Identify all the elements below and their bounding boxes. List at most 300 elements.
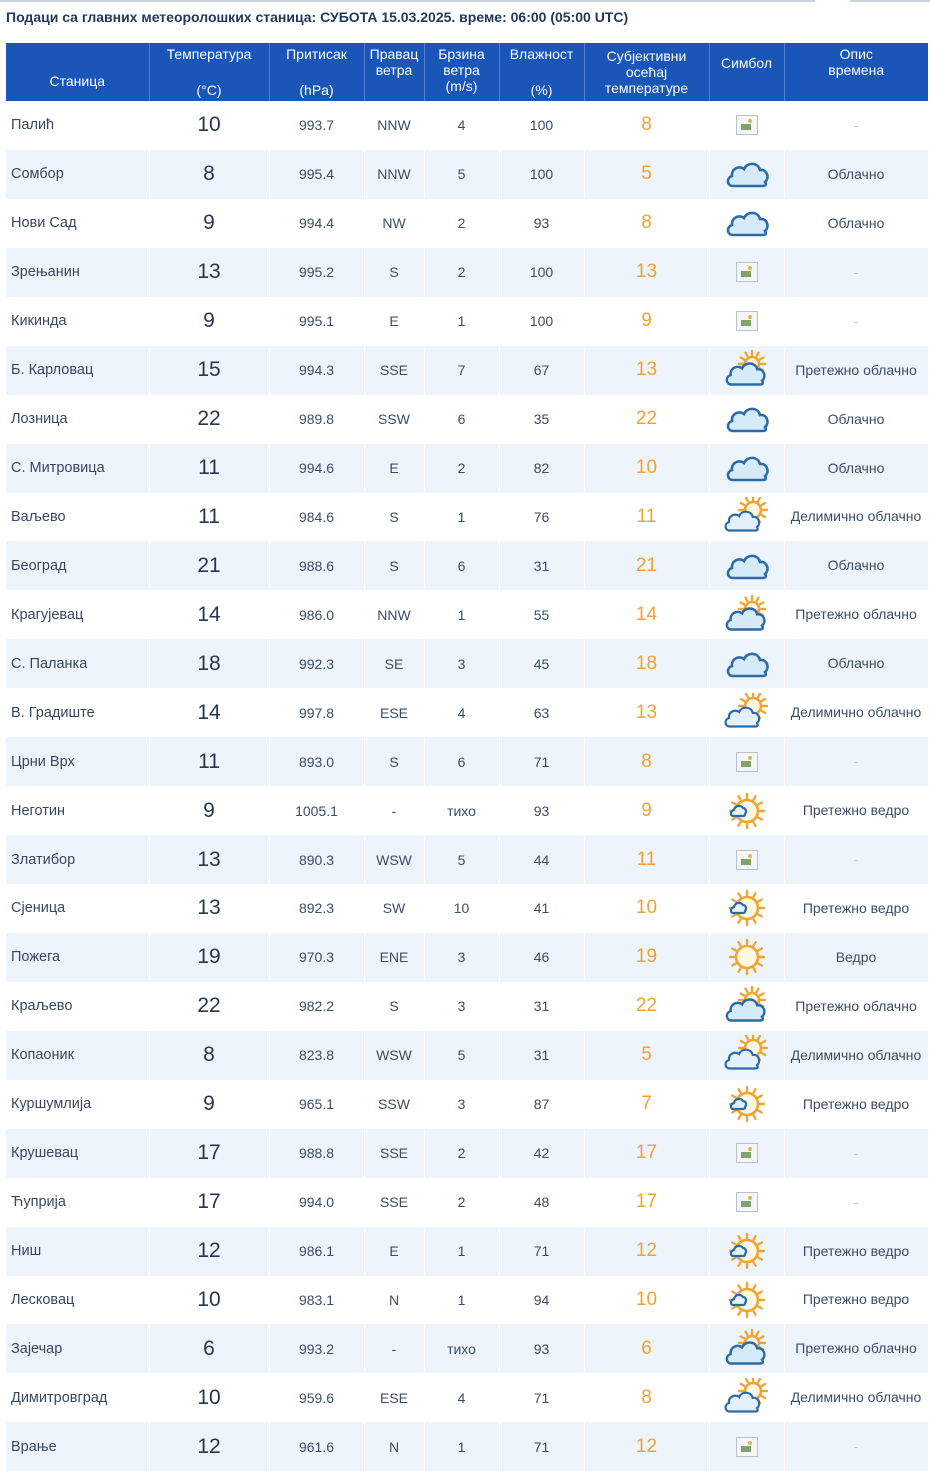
feels-like-cell: 8 <box>584 737 709 786</box>
symbol-cell <box>709 835 784 884</box>
symbol-cell <box>709 101 784 150</box>
wind-speed-cell: 2 <box>424 248 499 297</box>
description-cell: - <box>784 248 928 297</box>
table-row <box>6 1031 928 1080</box>
table-row <box>6 639 928 688</box>
temperature-cell: 12 <box>149 1422 269 1471</box>
humidity-cell: 55 <box>499 590 584 639</box>
wind-direction-cell: SSE <box>364 346 424 395</box>
pressure-cell: 986.1 <box>269 1227 364 1276</box>
pressure-cell: 893.0 <box>269 737 364 786</box>
symbol-cell <box>709 688 784 737</box>
mostly-sunny-icon <box>724 888 770 928</box>
humidity-cell: 67 <box>499 346 584 395</box>
station-cell: С. Митровица <box>6 444 149 493</box>
description-cell: Претежно ведро <box>784 1227 928 1276</box>
station-cell: Београд <box>6 541 149 590</box>
cloud-icon <box>724 448 770 488</box>
humidity-cell: 93 <box>499 786 584 835</box>
temperature-cell: 8 <box>149 1031 269 1080</box>
temperature-cell: 9 <box>149 1080 269 1129</box>
pressure-cell: 995.2 <box>269 248 364 297</box>
station-cell: Ваљево <box>6 493 149 542</box>
symbol-cell <box>709 1227 784 1276</box>
wind-speed-cell: 6 <box>424 737 499 786</box>
station-cell: Златибор <box>6 835 149 884</box>
temperature-cell: 15 <box>149 346 269 395</box>
wind-speed-cell: 1 <box>424 493 499 542</box>
temperature-cell: 13 <box>149 884 269 933</box>
wind-speed-cell: тихо <box>424 1324 499 1373</box>
humidity-cell: 76 <box>499 493 584 542</box>
description-cell: Претежно ведро <box>784 884 928 933</box>
table-row <box>6 248 928 297</box>
broken-image-icon <box>736 1192 758 1212</box>
table-row <box>6 297 928 346</box>
pressure-cell: 994.0 <box>269 1178 364 1227</box>
wind-direction-cell: NNW <box>364 590 424 639</box>
cloud-icon <box>724 399 770 439</box>
description-cell: Делимично облачно <box>784 1373 928 1422</box>
wind-speed-cell: 2 <box>424 444 499 493</box>
pressure-cell: 993.2 <box>269 1324 364 1373</box>
symbol-cell <box>709 590 784 639</box>
symbol-cell <box>709 248 784 297</box>
wind-speed-cell: 7 <box>424 346 499 395</box>
table-row <box>6 199 928 248</box>
description-cell: Претежно облачно <box>784 1324 928 1373</box>
symbol-cell <box>709 493 784 542</box>
feels-like-cell: 22 <box>584 982 709 1031</box>
table-row <box>6 835 928 884</box>
feels-like-cell: 12 <box>584 1227 709 1276</box>
table-row <box>6 1129 928 1178</box>
symbol-cell <box>709 1129 784 1178</box>
header-temperature: Температура (°C) <box>149 43 269 101</box>
table-row <box>6 933 928 982</box>
description-cell: Облачно <box>784 444 928 493</box>
feels-like-cell: 5 <box>584 1031 709 1080</box>
temperature-cell: 12 <box>149 1227 269 1276</box>
pressure-cell: 823.8 <box>269 1031 364 1080</box>
humidity-cell: 31 <box>499 541 584 590</box>
humidity-cell: 100 <box>499 101 584 150</box>
station-cell: Пожега <box>6 933 149 982</box>
wind-speed-cell: 1 <box>424 297 499 346</box>
wind-direction-cell: N <box>364 1422 424 1471</box>
wind-speed-cell: 2 <box>424 1129 499 1178</box>
table-row <box>6 786 928 835</box>
humidity-cell: 100 <box>499 150 584 199</box>
top-divider-right <box>850 0 930 2</box>
feels-like-cell: 21 <box>584 541 709 590</box>
symbol-cell <box>709 346 784 395</box>
cloud-icon <box>724 203 770 243</box>
station-cell: Неготин <box>6 786 149 835</box>
wind-speed-cell: 5 <box>424 835 499 884</box>
partly-cloudy-icon <box>724 497 770 537</box>
wind-speed-cell: 10 <box>424 884 499 933</box>
table-row <box>6 1276 928 1325</box>
temperature-cell: 9 <box>149 297 269 346</box>
symbol-cell <box>709 395 784 444</box>
wind-direction-cell: WSW <box>364 1031 424 1080</box>
feels-like-cell: 11 <box>584 835 709 884</box>
station-cell: Лозница <box>6 395 149 444</box>
wind-direction-cell: WSW <box>364 835 424 884</box>
feels-like-cell: 10 <box>584 1276 709 1325</box>
humidity-cell: 63 <box>499 688 584 737</box>
wind-speed-cell: 1 <box>424 1276 499 1325</box>
wind-speed-cell: 1 <box>424 590 499 639</box>
partly-cloudy-icon <box>724 693 770 733</box>
description-cell: Претежно ведро <box>784 1080 928 1129</box>
feels-like-cell: 22 <box>584 395 709 444</box>
station-cell: Црни Врх <box>6 737 149 786</box>
sun-icon <box>724 937 770 977</box>
description-cell: - <box>784 297 928 346</box>
temperature-cell: 10 <box>149 1276 269 1325</box>
feels-like-cell: 8 <box>584 1373 709 1422</box>
pressure-cell: 997.8 <box>269 688 364 737</box>
pressure-cell: 965.1 <box>269 1080 364 1129</box>
broken-image-icon <box>736 115 758 135</box>
table-row <box>6 737 928 786</box>
wind-direction-cell: ESE <box>364 688 424 737</box>
wind-direction-cell: SSW <box>364 395 424 444</box>
pressure-cell: 994.3 <box>269 346 364 395</box>
symbol-cell <box>709 1373 784 1422</box>
wind-speed-cell: 3 <box>424 639 499 688</box>
table-row <box>6 884 928 933</box>
wind-speed-cell: тихо <box>424 786 499 835</box>
description-cell: - <box>784 101 928 150</box>
station-cell: Куршумлија <box>6 1080 149 1129</box>
humidity-cell: 82 <box>499 444 584 493</box>
wind-direction-cell: NNW <box>364 101 424 150</box>
wind-direction-cell: S <box>364 541 424 590</box>
humidity-cell: 44 <box>499 835 584 884</box>
temperature-cell: 14 <box>149 688 269 737</box>
station-cell: С. Паланка <box>6 639 149 688</box>
symbol-cell <box>709 1031 784 1080</box>
symbol-cell <box>709 444 784 493</box>
header-description: Опис времена <box>784 43 928 101</box>
table-row <box>6 982 928 1031</box>
humidity-cell: 45 <box>499 639 584 688</box>
wind-direction-cell: ESE <box>364 1373 424 1422</box>
temperature-cell: 11 <box>149 493 269 542</box>
station-cell: Врање <box>6 1422 149 1471</box>
wind-direction-cell: E <box>364 297 424 346</box>
humidity-cell: 71 <box>499 1422 584 1471</box>
partly-cloudy-icon <box>724 1378 770 1418</box>
description-cell: - <box>784 1422 928 1471</box>
wind-direction-cell: N <box>364 1276 424 1325</box>
wind-speed-cell: 3 <box>424 1080 499 1129</box>
symbol-cell <box>709 884 784 933</box>
humidity-cell: 71 <box>499 737 584 786</box>
broken-image-icon <box>736 262 758 282</box>
pressure-cell: 983.1 <box>269 1276 364 1325</box>
description-cell: Облачно <box>784 395 928 444</box>
table-row <box>6 1178 928 1227</box>
mostly-cloudy-icon <box>724 350 770 390</box>
table-row <box>6 150 928 199</box>
pressure-cell: 994.4 <box>269 199 364 248</box>
wind-speed-cell: 5 <box>424 1031 499 1080</box>
feels-like-cell: 10 <box>584 884 709 933</box>
wind-speed-cell: 5 <box>424 150 499 199</box>
feels-like-cell: 9 <box>584 786 709 835</box>
pressure-cell: 992.3 <box>269 639 364 688</box>
header-symbol: Симбол <box>709 43 784 101</box>
cloud-icon <box>724 644 770 684</box>
description-cell: Ведро <box>784 933 928 982</box>
symbol-cell <box>709 1080 784 1129</box>
table-row <box>6 688 928 737</box>
wind-direction-cell: - <box>364 786 424 835</box>
humidity-cell: 71 <box>499 1373 584 1422</box>
station-cell: Палић <box>6 101 149 150</box>
feels-like-cell: 19 <box>584 933 709 982</box>
symbol-cell <box>709 297 784 346</box>
station-cell: Б. Карловац <box>6 346 149 395</box>
wind-direction-cell: E <box>364 444 424 493</box>
pressure-cell: 890.3 <box>269 835 364 884</box>
description-cell: - <box>784 1129 928 1178</box>
feels-like-cell: 13 <box>584 248 709 297</box>
description-cell: Претежно облачно <box>784 982 928 1031</box>
symbol-cell <box>709 1422 784 1471</box>
feels-like-cell: 8 <box>584 199 709 248</box>
mostly-sunny-icon <box>724 1084 770 1124</box>
symbol-cell <box>709 150 784 199</box>
table-row <box>6 101 928 150</box>
table-row <box>6 395 928 444</box>
wind-direction-cell: S <box>364 737 424 786</box>
table-row <box>6 493 928 542</box>
humidity-cell: 31 <box>499 1031 584 1080</box>
feels-like-cell: 8 <box>584 101 709 150</box>
station-cell: Крагујевац <box>6 590 149 639</box>
feels-like-cell: 17 <box>584 1129 709 1178</box>
table-row <box>6 1080 928 1129</box>
feels-like-cell: 6 <box>584 1324 709 1373</box>
symbol-cell <box>709 786 784 835</box>
humidity-cell: 31 <box>499 982 584 1031</box>
symbol-cell <box>709 639 784 688</box>
station-cell: Сјеница <box>6 884 149 933</box>
page-caption: Подаци са главних метеоролошких станица: СУБОТА 15.03.2025. време: 06:00 (05:00 UTC) <box>6 9 629 25</box>
pressure-cell: 984.6 <box>269 493 364 542</box>
wind-direction-cell: SSE <box>364 1178 424 1227</box>
weather-table <box>6 43 929 1471</box>
broken-image-icon <box>736 850 758 870</box>
feels-like-cell: 5 <box>584 150 709 199</box>
broken-image-icon <box>736 311 758 331</box>
temperature-cell: 17 <box>149 1129 269 1178</box>
temperature-cell: 19 <box>149 933 269 982</box>
station-cell: Лесковац <box>6 1276 149 1325</box>
description-cell: Облачно <box>784 150 928 199</box>
temperature-cell: 17 <box>149 1178 269 1227</box>
header-humidity: Влажност (%) <box>499 43 584 101</box>
wind-direction-cell: ENE <box>364 933 424 982</box>
table-row <box>6 444 928 493</box>
table-row <box>6 590 928 639</box>
wind-speed-cell: 6 <box>424 541 499 590</box>
station-cell: Зајечар <box>6 1324 149 1373</box>
top-divider <box>0 0 815 2</box>
broken-image-icon <box>736 1143 758 1163</box>
mostly-cloudy-icon <box>724 1329 770 1369</box>
table-row <box>6 541 928 590</box>
pressure-cell: 994.6 <box>269 444 364 493</box>
wind-direction-cell: SW <box>364 884 424 933</box>
wind-speed-cell: 4 <box>424 101 499 150</box>
wind-speed-cell: 2 <box>424 1178 499 1227</box>
description-cell: - <box>784 835 928 884</box>
feels-like-cell: 13 <box>584 346 709 395</box>
wind-direction-cell: S <box>364 982 424 1031</box>
feels-like-cell: 17 <box>584 1178 709 1227</box>
feels-like-cell: 12 <box>584 1422 709 1471</box>
pressure-cell: 993.7 <box>269 101 364 150</box>
temperature-cell: 10 <box>149 101 269 150</box>
mostly-sunny-icon <box>724 1231 770 1271</box>
wind-direction-cell: S <box>364 493 424 542</box>
description-cell: Претежно ведро <box>784 786 928 835</box>
wind-direction-cell: SE <box>364 639 424 688</box>
station-cell: Нови Сад <box>6 199 149 248</box>
pressure-cell: 970.3 <box>269 933 364 982</box>
wind-direction-cell: NW <box>364 199 424 248</box>
temperature-cell: 11 <box>149 737 269 786</box>
header-wind-speed: Брзина ветра (m/s) <box>424 43 499 101</box>
symbol-cell <box>709 982 784 1031</box>
temperature-cell: 14 <box>149 590 269 639</box>
temperature-cell: 22 <box>149 982 269 1031</box>
wind-direction-cell: E <box>364 1227 424 1276</box>
mostly-sunny-icon <box>724 791 770 831</box>
symbol-cell <box>709 541 784 590</box>
mostly-cloudy-icon <box>724 986 770 1026</box>
station-cell: Димитровград <box>6 1373 149 1422</box>
header-feels-like: Субјективни осећај температуре <box>584 43 709 101</box>
partly-cloudy-icon <box>724 1035 770 1075</box>
mostly-cloudy-icon <box>724 595 770 635</box>
pressure-cell: 959.6 <box>269 1373 364 1422</box>
table-row <box>6 1422 928 1471</box>
description-cell: Облачно <box>784 199 928 248</box>
station-cell: Ниш <box>6 1227 149 1276</box>
wind-direction-cell: SSW <box>364 1080 424 1129</box>
wind-speed-cell: 4 <box>424 688 499 737</box>
feels-like-cell: 11 <box>584 493 709 542</box>
table-row <box>6 1227 928 1276</box>
wind-speed-cell: 4 <box>424 1373 499 1422</box>
pressure-cell: 995.1 <box>269 297 364 346</box>
station-cell: Сомбор <box>6 150 149 199</box>
header-wind-direction: Правац ветра <box>364 43 424 101</box>
description-cell: Претежно ведро <box>784 1276 928 1325</box>
symbol-cell <box>709 1178 784 1227</box>
cloud-icon <box>724 154 770 194</box>
wind-speed-cell: 2 <box>424 199 499 248</box>
temperature-cell: 13 <box>149 248 269 297</box>
wind-speed-cell: 6 <box>424 395 499 444</box>
mostly-sunny-icon <box>724 1280 770 1320</box>
station-cell: Зрењанин <box>6 248 149 297</box>
humidity-cell: 93 <box>499 199 584 248</box>
pressure-cell: 892.3 <box>269 884 364 933</box>
station-cell: Краљево <box>6 982 149 1031</box>
humidity-cell: 93 <box>499 1324 584 1373</box>
description-cell: Делимично облачно <box>784 493 928 542</box>
header-pressure: Притисак (hPa) <box>269 43 364 101</box>
humidity-cell: 100 <box>499 248 584 297</box>
pressure-cell: 988.8 <box>269 1129 364 1178</box>
description-cell: Претежно облачно <box>784 346 928 395</box>
wind-direction-cell: S <box>364 248 424 297</box>
station-cell: Кикинда <box>6 297 149 346</box>
description-cell: Делимично облачно <box>784 1031 928 1080</box>
feels-like-cell: 14 <box>584 590 709 639</box>
pressure-cell: 1005.1 <box>269 786 364 835</box>
temperature-cell: 13 <box>149 835 269 884</box>
temperature-cell: 18 <box>149 639 269 688</box>
temperature-cell: 6 <box>149 1324 269 1373</box>
feels-like-cell: 10 <box>584 444 709 493</box>
header-station: Станица <box>6 43 149 101</box>
wind-speed-cell: 1 <box>424 1422 499 1471</box>
pressure-cell: 986.0 <box>269 590 364 639</box>
humidity-cell: 94 <box>499 1276 584 1325</box>
pressure-cell: 989.8 <box>269 395 364 444</box>
description-cell: Облачно <box>784 639 928 688</box>
temperature-cell: 22 <box>149 395 269 444</box>
table-header-row <box>6 43 928 101</box>
symbol-cell <box>709 199 784 248</box>
temperature-cell: 8 <box>149 150 269 199</box>
pressure-cell: 988.6 <box>269 541 364 590</box>
symbol-cell <box>709 933 784 982</box>
broken-image-icon <box>736 752 758 772</box>
wind-direction-cell: NNW <box>364 150 424 199</box>
symbol-cell <box>709 1324 784 1373</box>
humidity-cell: 46 <box>499 933 584 982</box>
table-row <box>6 1324 928 1373</box>
feels-like-cell: 18 <box>584 639 709 688</box>
description-cell: - <box>784 1178 928 1227</box>
description-cell: Претежно облачно <box>784 590 928 639</box>
humidity-cell: 35 <box>499 395 584 444</box>
table-row <box>6 1373 928 1422</box>
temperature-cell: 9 <box>149 786 269 835</box>
feels-like-cell: 9 <box>584 297 709 346</box>
wind-speed-cell: 3 <box>424 982 499 1031</box>
humidity-cell: 71 <box>499 1227 584 1276</box>
station-cell: Ћуприја <box>6 1178 149 1227</box>
wind-direction-cell: - <box>364 1324 424 1373</box>
humidity-cell: 48 <box>499 1178 584 1227</box>
temperature-cell: 11 <box>149 444 269 493</box>
symbol-cell <box>709 1276 784 1325</box>
wind-direction-cell: SSE <box>364 1129 424 1178</box>
feels-like-cell: 13 <box>584 688 709 737</box>
humidity-cell: 87 <box>499 1080 584 1129</box>
